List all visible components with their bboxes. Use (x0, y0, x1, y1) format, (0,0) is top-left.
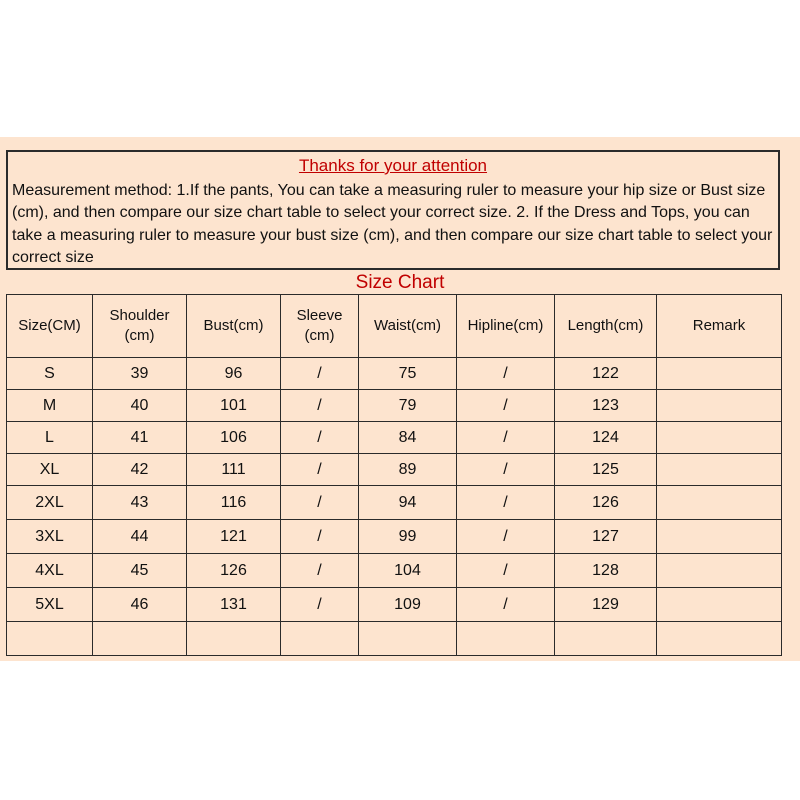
cell-size: M (7, 390, 93, 422)
cell-waist: 94 (359, 486, 457, 520)
column-header-text: Length(cm) (567, 317, 644, 334)
column-header-waist (359, 295, 457, 358)
cell-bust: 96 (187, 358, 281, 390)
cell-shoulder: 46 (93, 588, 187, 622)
table-row (7, 588, 782, 622)
cell-bust: 131 (187, 588, 281, 622)
column-header-text: Shoulder (109, 307, 170, 324)
cell-length (555, 622, 657, 656)
cell-remark (657, 390, 782, 422)
cell-sleeve: / (281, 390, 359, 422)
table-row (7, 554, 782, 588)
cell-remark (657, 622, 782, 656)
table-row (7, 520, 782, 554)
cell-bust (187, 622, 281, 656)
cell-hipline: / (457, 454, 555, 486)
cell-waist: 84 (359, 422, 457, 454)
cell-shoulder: 44 (93, 520, 187, 554)
column-header-text: Sleeve (296, 307, 343, 324)
cell-bust: 101 (187, 390, 281, 422)
cell-size: S (7, 358, 93, 390)
column-header-size (7, 295, 93, 358)
cell-sleeve: / (281, 554, 359, 588)
cell-waist: 104 (359, 554, 457, 588)
cell-sleeve: / (281, 454, 359, 486)
column-header-text: (cm) (124, 327, 155, 344)
cell-size: 3XL (7, 520, 93, 554)
column-header-sleeve (281, 295, 359, 358)
cell-shoulder: 40 (93, 390, 187, 422)
cell-size: 2XL (7, 486, 93, 520)
cell-bust: 121 (187, 520, 281, 554)
cell-size: 5XL (7, 588, 93, 622)
cell-hipline: / (457, 390, 555, 422)
cell-waist: 79 (359, 390, 457, 422)
cell-remark (657, 358, 782, 390)
column-header-text: Hipline(cm) (467, 317, 544, 334)
cell-shoulder: 43 (93, 486, 187, 520)
cell-hipline: / (457, 588, 555, 622)
cell-hipline (457, 622, 555, 656)
column-header-remark (657, 295, 782, 358)
cell-bust: 111 (187, 454, 281, 486)
cell-remark (657, 486, 782, 520)
cell-hipline: / (457, 520, 555, 554)
table-row (7, 390, 782, 422)
cell-sleeve (281, 622, 359, 656)
cell-hipline: / (457, 358, 555, 390)
table-row (7, 454, 782, 486)
table-header-row (7, 295, 782, 358)
column-header-text: Waist(cm) (374, 317, 441, 334)
cell-size: L (7, 422, 93, 454)
cell-shoulder: 42 (93, 454, 187, 486)
column-header-shoulder (93, 295, 187, 358)
cell-size: XL (7, 454, 93, 486)
notice-body: Measurement method: 1.If the pants, You can take a measuring ruler to measure your hip size or Bust size (cm), and then compare our size chart table to select your correct size. 2. If the Dress and Tops, you can take a measuring ruler to measure your bust size (cm), and then compare our size chart table to select your correct size (12, 182, 773, 266)
cell-bust: 106 (187, 422, 281, 454)
cell-hipline: / (457, 422, 555, 454)
cell-hipline: / (457, 554, 555, 588)
cell-waist: 89 (359, 454, 457, 486)
cell-length: 126 (555, 486, 657, 520)
table-row (7, 358, 782, 390)
cell-length: 123 (555, 390, 657, 422)
cell-bust: 126 (187, 554, 281, 588)
size-chart-table (6, 294, 782, 656)
cell-shoulder (93, 622, 187, 656)
column-header-text: Size(CM) (18, 317, 81, 334)
cell-sleeve: / (281, 486, 359, 520)
cell-length: 125 (555, 454, 657, 486)
cell-size (7, 622, 93, 656)
column-header-text: (cm) (304, 327, 335, 344)
cell-hipline: / (457, 486, 555, 520)
cell-length: 127 (555, 520, 657, 554)
cell-shoulder: 39 (93, 358, 187, 390)
cell-remark (657, 554, 782, 588)
cell-waist (359, 622, 457, 656)
cell-length: 129 (555, 588, 657, 622)
column-header-hipline (457, 295, 555, 358)
cell-remark (657, 454, 782, 486)
table-row (7, 622, 782, 656)
cell-waist: 99 (359, 520, 457, 554)
cell-shoulder: 45 (93, 554, 187, 588)
column-header-bust (187, 295, 281, 358)
cell-remark (657, 588, 782, 622)
cell-sleeve: / (281, 520, 359, 554)
table-row (7, 422, 782, 454)
table-row (7, 486, 782, 520)
cell-sleeve: / (281, 422, 359, 454)
column-header-text: Remark (692, 317, 746, 334)
cell-remark (657, 520, 782, 554)
size-chart-title: Size Chart (355, 272, 445, 293)
notice-title: Thanks for your attention (298, 156, 488, 175)
cell-bust: 116 (187, 486, 281, 520)
column-header-length (555, 295, 657, 358)
measurement-notice (6, 150, 780, 270)
cell-remark (657, 422, 782, 454)
cell-length: 128 (555, 554, 657, 588)
cell-length: 124 (555, 422, 657, 454)
cell-size: 4XL (7, 554, 93, 588)
cell-sleeve: / (281, 588, 359, 622)
cell-waist: 75 (359, 358, 457, 390)
cell-length: 122 (555, 358, 657, 390)
cell-shoulder: 41 (93, 422, 187, 454)
cell-waist: 109 (359, 588, 457, 622)
column-header-text: Bust(cm) (203, 317, 264, 334)
cell-sleeve: / (281, 358, 359, 390)
